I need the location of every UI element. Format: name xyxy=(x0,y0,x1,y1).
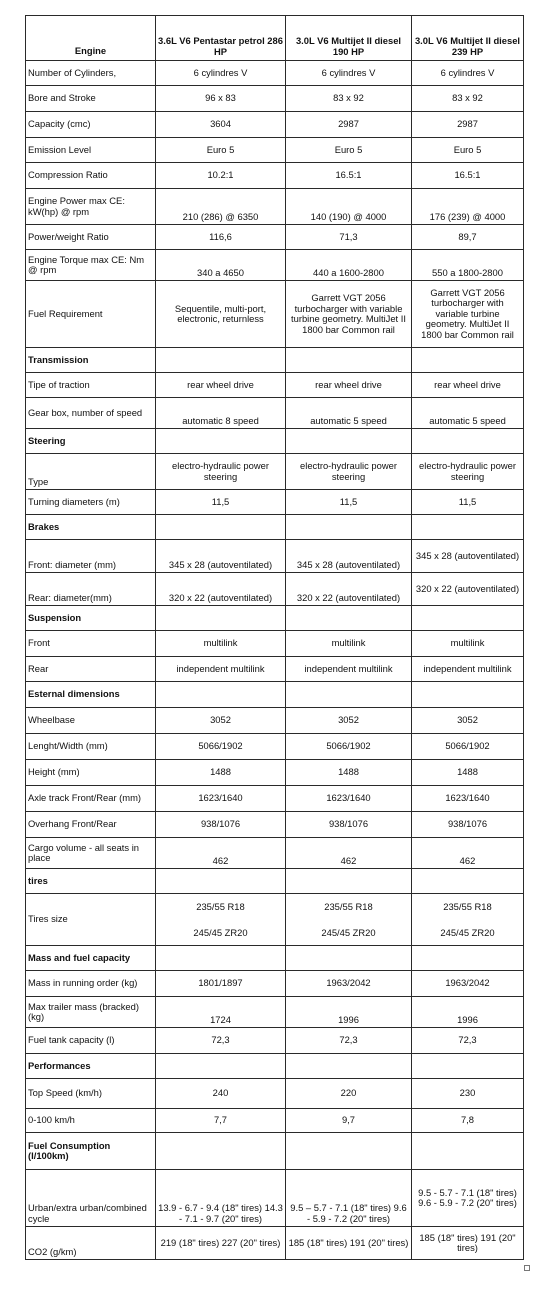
row-label: Cargo volume - all seats in place xyxy=(26,838,156,869)
table-row xyxy=(26,86,524,112)
row-label: Power/weight Ratio xyxy=(26,225,156,250)
row-label: Rear xyxy=(26,657,156,682)
cell: multilink xyxy=(286,631,412,657)
cell: 6 cylindres V xyxy=(156,61,286,86)
cell: 220 xyxy=(286,1079,412,1109)
table-row xyxy=(26,398,524,429)
cell: 72,3 xyxy=(156,1028,286,1054)
cell: 320 x 22 (autoventilated) xyxy=(156,573,286,606)
row-label: Type xyxy=(26,454,156,490)
row-label: Tipe of traction xyxy=(26,373,156,398)
section-row xyxy=(26,429,524,454)
cell: 1488 xyxy=(156,760,286,786)
row-label: Capacity (cmc) xyxy=(26,112,156,138)
row-label: Mass in running order (kg) xyxy=(26,971,156,997)
table-row xyxy=(26,734,524,760)
cell: 340 a 4650 xyxy=(156,250,286,281)
cell: 1963/2042 xyxy=(286,971,412,997)
cell: 5066/1902 xyxy=(412,734,524,760)
cell: 235/55 R18 xyxy=(412,894,524,921)
cell: 1623/1640 xyxy=(156,786,286,812)
table-row xyxy=(26,138,524,163)
table-row xyxy=(26,812,524,838)
cell: 1488 xyxy=(412,760,524,786)
table-row xyxy=(26,189,524,225)
cell: 462 xyxy=(156,838,286,869)
table-row xyxy=(26,760,524,786)
cell: 185 (18" tires) 191 (20" tires) xyxy=(286,1227,412,1260)
section-row xyxy=(26,946,524,971)
cell: independent multilink xyxy=(412,657,524,682)
cell: 235/55 R18 xyxy=(286,894,412,921)
cell: 245/45 ZR20 xyxy=(412,921,524,946)
row-label: Axle track Front/Rear (mm) xyxy=(26,786,156,812)
cell: 1996 xyxy=(412,997,524,1028)
row-label: Wheelbase xyxy=(26,708,156,734)
section-row xyxy=(26,1133,524,1170)
cell: 345 x 28 (autoventilated) xyxy=(156,540,286,573)
section-suspension: Suspension xyxy=(26,606,156,631)
cell: 210 (286) @ 6350 xyxy=(156,189,286,225)
table-row xyxy=(26,1079,524,1109)
table-row xyxy=(26,540,524,573)
section-mass-fuel: Mass and fuel capacity xyxy=(26,946,156,971)
cell: 3052 xyxy=(412,708,524,734)
cell: 245/45 ZR20 xyxy=(286,921,412,946)
cell: 11,5 xyxy=(156,490,286,515)
cell: 16.5:1 xyxy=(412,163,524,189)
cell: 89,7 xyxy=(412,225,524,250)
row-label: Rear: diameter(mm) xyxy=(26,573,156,606)
table-row xyxy=(26,225,524,250)
cell: Euro 5 xyxy=(156,138,286,163)
cell: 83 x 92 xyxy=(412,86,524,112)
cell: 345 x 28 (autoventilated) xyxy=(412,540,524,573)
section-fuel-consumption: Fuel Consumption (l/100km) xyxy=(26,1133,156,1170)
section-row xyxy=(26,1054,524,1079)
cell: 3604 xyxy=(156,112,286,138)
cell: 345 x 28 (autoventilated) xyxy=(286,540,412,573)
table-row xyxy=(26,281,524,348)
row-label: Fuel Requirement xyxy=(26,281,156,348)
section-row xyxy=(26,869,524,894)
cell: 5066/1902 xyxy=(156,734,286,760)
row-label: Engine Torque max CE: Nm @ rpm xyxy=(26,250,156,281)
row-label: 0-100 km/h xyxy=(26,1109,156,1133)
cell: independent multilink xyxy=(156,657,286,682)
cell: 83 x 92 xyxy=(286,86,412,112)
cell: 320 x 22 (autoventilated) xyxy=(412,573,524,606)
cell: 2987 xyxy=(286,112,412,138)
cell: electro-hydraulic power steering xyxy=(286,454,412,490)
section-row xyxy=(26,348,524,373)
section-brakes: Brakes xyxy=(26,515,156,540)
cell: rear wheel drive xyxy=(412,373,524,398)
section-external-dimensions: Esternal dimensions xyxy=(26,682,156,708)
cell: electro-hydraulic power steering xyxy=(412,454,524,490)
cell: 10.2:1 xyxy=(156,163,286,189)
section-row xyxy=(26,515,524,540)
header-row xyxy=(26,16,524,61)
cell: 1963/2042 xyxy=(412,971,524,997)
cell: rear wheel drive xyxy=(286,373,412,398)
table-row xyxy=(26,61,524,86)
table-row xyxy=(26,838,524,869)
cell: 11,5 xyxy=(286,490,412,515)
cell: 1488 xyxy=(286,760,412,786)
table-row xyxy=(26,997,524,1028)
table-row xyxy=(26,971,524,997)
row-label: Max trailer mass (bracked) (kg) xyxy=(26,997,156,1028)
row-label: Lenght/Width (mm) xyxy=(26,734,156,760)
cell: Sequentile, multi-port, electronic, returnless xyxy=(156,281,286,348)
row-label: Number of Cylinders, xyxy=(26,61,156,86)
cell: 462 xyxy=(286,838,412,869)
table-row xyxy=(26,373,524,398)
row-label: Tires size xyxy=(26,894,156,946)
cell: 6 cylindres V xyxy=(286,61,412,86)
cell: 320 x 22 (autoventilated) xyxy=(286,573,412,606)
row-label: Top Speed (km/h) xyxy=(26,1079,156,1109)
table-row xyxy=(26,163,524,189)
spec-table xyxy=(25,15,524,1260)
cell: 245/45 ZR20 xyxy=(156,921,286,946)
row-label: CO2 (g/km) xyxy=(26,1227,156,1260)
table-row xyxy=(26,573,524,606)
section-transmission: Transmission xyxy=(26,348,156,373)
row-label: Front xyxy=(26,631,156,657)
cell: electro-hydraulic power steering xyxy=(156,454,286,490)
table-row xyxy=(26,112,524,138)
section-row xyxy=(26,606,524,631)
row-label: Fuel tank capacity (l) xyxy=(26,1028,156,1054)
cell: 9.5 - 5.7 - 7.1 (18" tires) 9.6 - 5.9 - 7.2 (20" tires) xyxy=(412,1170,524,1227)
table-row xyxy=(26,490,524,515)
cell: 72,3 xyxy=(412,1028,524,1054)
cell: Euro 5 xyxy=(412,138,524,163)
cell: 13.9 - 6.7 - 9.4 (18" tires) 14.3 - 7.1 - 9.7 (20" tires) xyxy=(156,1170,286,1227)
cell: 116,6 xyxy=(156,225,286,250)
cell: 71,3 xyxy=(286,225,412,250)
cell: Garrett VGT 2056 turbocharger with variable turbine geometry. MultiJet II 1800 bar Common rail xyxy=(412,281,524,348)
cell: 72,3 xyxy=(286,1028,412,1054)
table-row xyxy=(26,250,524,281)
cell: 462 xyxy=(412,838,524,869)
cell: 2987 xyxy=(412,112,524,138)
cell: 176 (239) @ 4000 xyxy=(412,189,524,225)
section-performances: Performances xyxy=(26,1054,156,1079)
header-col-3: 3.0L V6 Multijet II diesel 239 HP xyxy=(412,16,524,61)
cell: 938/1076 xyxy=(412,812,524,838)
row-label: Engine Power max CE: kW(hp) @ rpm xyxy=(26,189,156,225)
cell: 938/1076 xyxy=(156,812,286,838)
cell: multilink xyxy=(412,631,524,657)
table-row xyxy=(26,1170,524,1227)
cell: rear wheel drive xyxy=(156,373,286,398)
cell: 9.5 – 5.7 - 7.1 (18" tires) 9.6 - 5.9 - 7.2 (20" tires) xyxy=(286,1170,412,1227)
row-label: Gear box, number of speed xyxy=(26,398,156,429)
cell: automatic 8 speed xyxy=(156,398,286,429)
cell: 550 a 1800-2800 xyxy=(412,250,524,281)
cell: multilink xyxy=(156,631,286,657)
section-row xyxy=(26,682,524,708)
cell: 1724 xyxy=(156,997,286,1028)
cell: 16.5:1 xyxy=(286,163,412,189)
cell: 96 x 83 xyxy=(156,86,286,112)
cell: 3052 xyxy=(286,708,412,734)
cell: Euro 5 xyxy=(286,138,412,163)
cell: 140 (190) @ 4000 xyxy=(286,189,412,225)
row-label: Urban/extra urban/combined cycle xyxy=(26,1170,156,1227)
cell: Garrett VGT 2056 turbocharger with variable turbine geometry. MultiJet II 1800 bar Common rail xyxy=(286,281,412,348)
row-label: Overhang Front/Rear xyxy=(26,812,156,838)
table-row xyxy=(26,1028,524,1054)
cell: 219 (18" tires) 227 (20" tires) xyxy=(156,1227,286,1260)
header-col-2: 3.0L V6 Multijet II diesel 190 HP xyxy=(286,16,412,61)
row-label: Emission Level xyxy=(26,138,156,163)
cell: 6 cylindres V xyxy=(412,61,524,86)
table-resize-handle[interactable] xyxy=(524,1265,530,1271)
cell: 7,8 xyxy=(412,1109,524,1133)
cell: 230 xyxy=(412,1079,524,1109)
cell: 1623/1640 xyxy=(412,786,524,812)
cell: 1623/1640 xyxy=(286,786,412,812)
cell: 185 (18" tires) 191 (20" tires) xyxy=(412,1227,524,1260)
header-col-1: 3.6L V6 Pentastar petrol 286 HP xyxy=(156,16,286,61)
table-row xyxy=(26,1227,524,1260)
cell: 235/55 R18 xyxy=(156,894,286,921)
table-row xyxy=(26,454,524,490)
table-row xyxy=(26,1109,524,1133)
cell: automatic 5 speed xyxy=(286,398,412,429)
section-tires: tires xyxy=(26,869,156,894)
section-steering: Steering xyxy=(26,429,156,454)
table-row xyxy=(26,786,524,812)
table-row xyxy=(26,657,524,682)
cell: 240 xyxy=(156,1079,286,1109)
row-label: Height (mm) xyxy=(26,760,156,786)
table-row xyxy=(26,631,524,657)
cell: independent multilink xyxy=(286,657,412,682)
cell: 440 a 1600-2800 xyxy=(286,250,412,281)
cell: 5066/1902 xyxy=(286,734,412,760)
cell: 1801/1897 xyxy=(156,971,286,997)
cell: 11,5 xyxy=(412,490,524,515)
cell: automatic 5 speed xyxy=(412,398,524,429)
table-row xyxy=(26,894,524,921)
cell: 3052 xyxy=(156,708,286,734)
row-label: Turning diameters (m) xyxy=(26,490,156,515)
cell: 9,7 xyxy=(286,1109,412,1133)
row-label: Bore and Stroke xyxy=(26,86,156,112)
row-label: Front: diameter (mm) xyxy=(26,540,156,573)
table-row xyxy=(26,708,524,734)
row-label: Compression Ratio xyxy=(26,163,156,189)
header-engine: Engine xyxy=(26,16,156,61)
cell: 938/1076 xyxy=(286,812,412,838)
cell: 1996 xyxy=(286,997,412,1028)
cell: 7,7 xyxy=(156,1109,286,1133)
